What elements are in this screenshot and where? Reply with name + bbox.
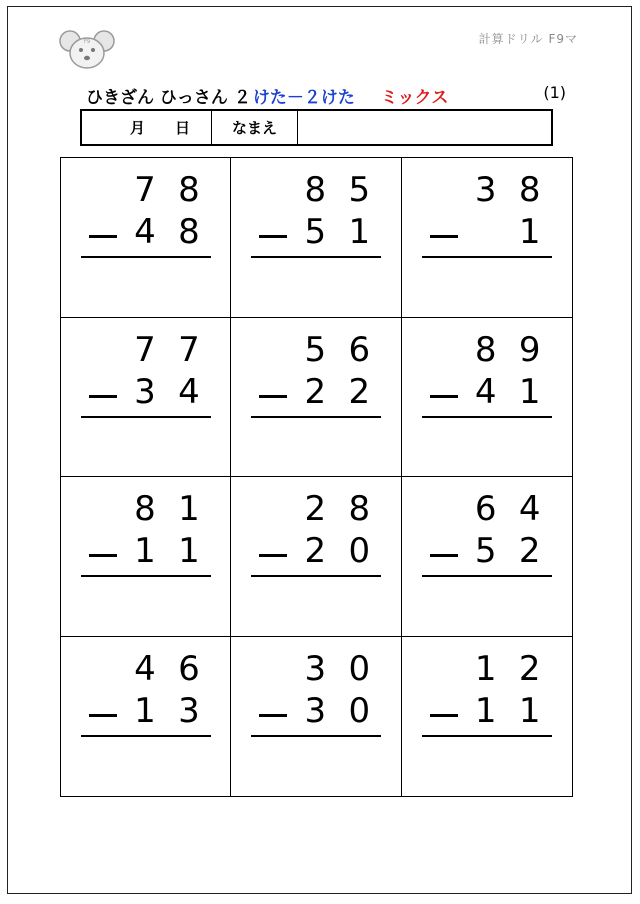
answer-line (422, 735, 552, 737)
subtrahend-tens: 1 (134, 531, 156, 571)
answer-line (251, 735, 381, 737)
minuend-tens: 8 (304, 170, 327, 210)
subtrahend-ones: 3 (178, 690, 200, 731)
subtrahend-ones: 1 (518, 212, 541, 252)
day-label: 日 (175, 119, 191, 137)
minuend-ones: 8 (518, 170, 541, 210)
minuend-ones: 1 (178, 489, 200, 529)
subtrahend-ones: 1 (518, 690, 541, 731)
title-red: ミックス (380, 88, 449, 108)
problem-grid (60, 157, 573, 797)
minuend-tens: 7 (134, 329, 156, 370)
answer-line (251, 256, 381, 258)
minuend-ones: 6 (178, 648, 200, 689)
problem-cell[interactable] (231, 318, 401, 478)
subtrahend-tens: 3 (134, 371, 156, 412)
problem-cell[interactable] (402, 318, 572, 478)
subtrahend-ones: 1 (348, 212, 371, 252)
minus-sign (89, 714, 117, 717)
minuend-tens: 3 (304, 648, 327, 689)
subtrahend-tens: 3 (304, 690, 327, 731)
answer-line (251, 575, 381, 577)
minus-sign (259, 714, 287, 717)
subtrahend-ones: 0 (348, 690, 371, 731)
answer-line (81, 735, 211, 737)
minuend-ones: 4 (518, 489, 541, 529)
minuend-tens: 7 (134, 170, 156, 210)
minuend-tens: 8 (474, 329, 497, 370)
name-label: なまえ (212, 111, 298, 144)
sheet-number: (1) (543, 83, 566, 102)
minus-sign (89, 554, 117, 557)
problem-cell[interactable] (61, 158, 231, 318)
month-label: 月 (130, 119, 146, 137)
date-field[interactable] (82, 111, 212, 144)
minuend-tens: 2 (304, 489, 327, 529)
mouse-logo-icon (58, 28, 116, 72)
subtrahend-ones: 4 (178, 371, 200, 412)
minus-sign (259, 235, 287, 238)
subtrahend-tens: 5 (304, 212, 327, 252)
minuend-ones: 0 (348, 648, 371, 689)
svg-text:F9: F9 (83, 39, 91, 45)
worksheet-title (86, 83, 566, 107)
problem-cell[interactable] (402, 477, 572, 637)
minus-sign (89, 235, 117, 238)
answer-line (81, 256, 211, 258)
subtrahend-tens: 4 (134, 212, 156, 252)
name-field[interactable] (298, 111, 551, 144)
answer-line (422, 416, 552, 418)
minuend-tens: 3 (474, 170, 497, 210)
problem-cell[interactable] (231, 477, 401, 637)
problem-cell[interactable] (61, 318, 231, 478)
answer-line (81, 416, 211, 418)
minuend-tens: 1 (474, 648, 497, 689)
minuend-ones: 7 (178, 329, 200, 370)
minus-sign (430, 714, 458, 717)
subtrahend-tens: 5 (474, 531, 497, 571)
subtrahend-tens: 1 (134, 690, 156, 731)
subtrahend-ones: 2 (518, 531, 541, 571)
subtrahend-ones: 0 (348, 531, 371, 571)
problem-cell[interactable] (231, 158, 401, 318)
problem-cell[interactable] (61, 477, 231, 637)
answer-line (81, 575, 211, 577)
minuend-tens: 6 (474, 489, 497, 529)
subtrahend-ones: 8 (178, 212, 200, 252)
subtrahend-tens: 1 (474, 690, 497, 731)
minus-sign (430, 235, 458, 238)
minus-sign (430, 554, 458, 557)
minuend-ones: 2 (518, 648, 541, 689)
problem-cell[interactable] (402, 637, 572, 797)
minuend-ones: 8 (178, 170, 200, 210)
minuend-tens: 4 (134, 648, 156, 689)
subtrahend-ones: 2 (348, 371, 371, 412)
subtrahend-tens: 2 (304, 531, 327, 571)
minuend-tens: 8 (134, 489, 156, 529)
minuend-ones: 5 (348, 170, 371, 210)
brand-label: 計算ドリル F9マ (478, 32, 578, 46)
subtrahend-tens: 2 (304, 371, 327, 412)
answer-line (422, 575, 552, 577)
title-blue: けた－２けた (252, 88, 355, 108)
title-main: ひきざん ひっさん ２ (86, 88, 251, 108)
minus-sign (259, 554, 287, 557)
name-box (80, 109, 553, 146)
minuend-ones: 8 (348, 489, 371, 529)
problem-cell[interactable] (402, 158, 572, 318)
minus-sign (259, 395, 287, 398)
minuend-ones: 6 (348, 329, 371, 370)
minuend-ones: 9 (518, 329, 541, 370)
problem-cell[interactable] (61, 637, 231, 797)
answer-line (251, 416, 381, 418)
problem-cell[interactable] (231, 637, 401, 797)
subtrahend-ones: 1 (518, 371, 541, 412)
subtrahend-tens: 4 (474, 371, 497, 412)
answer-line (422, 256, 552, 258)
minus-sign (89, 395, 117, 398)
minuend-tens: 5 (304, 329, 327, 370)
minus-sign (430, 395, 458, 398)
subtrahend-ones: 1 (178, 531, 200, 571)
